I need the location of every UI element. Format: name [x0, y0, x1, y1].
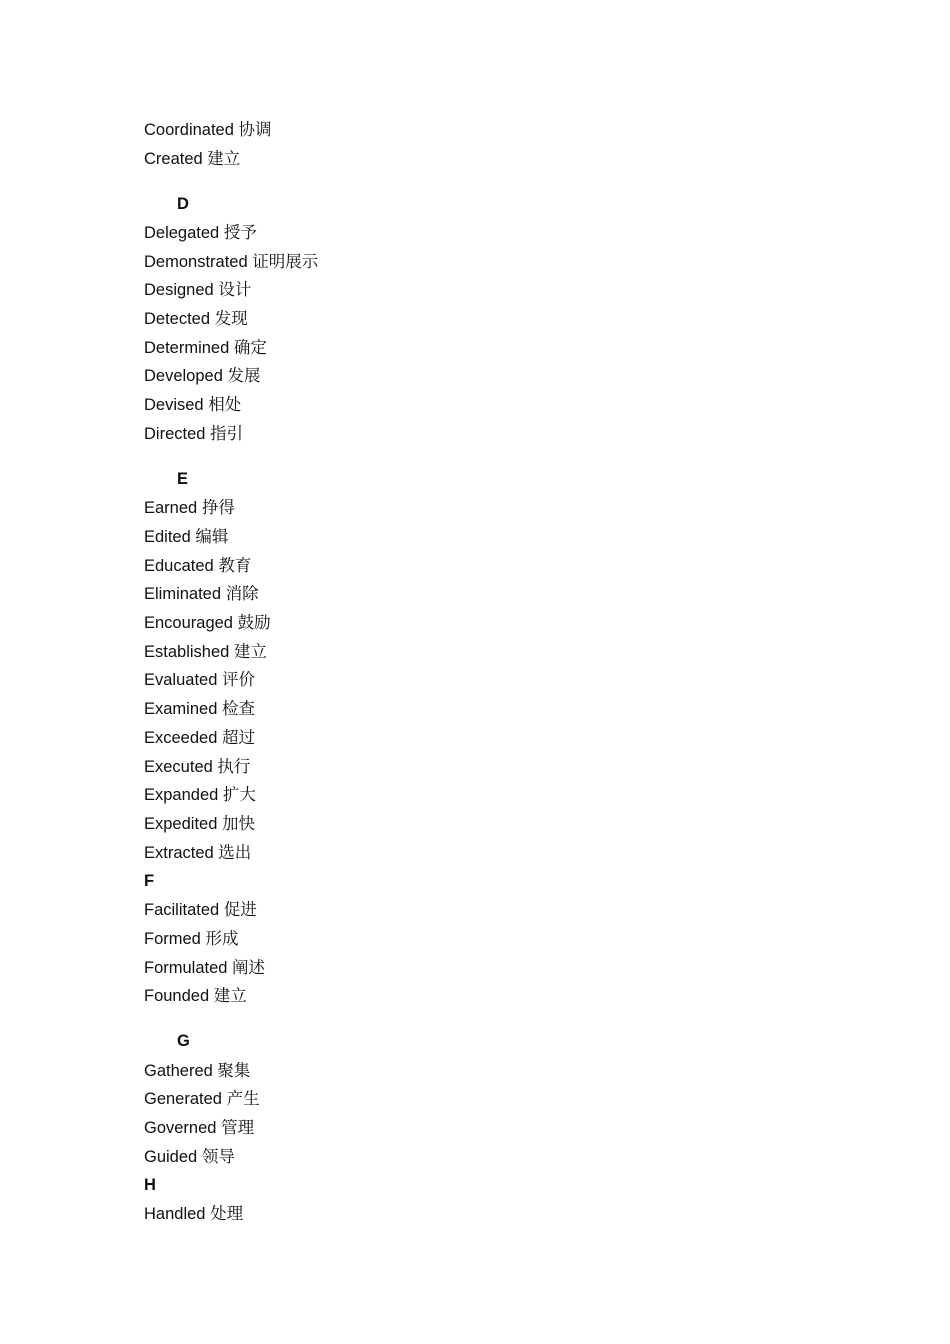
list-item	[144, 119, 272, 141]
chinese-translation: 发展	[227, 366, 261, 385]
list-item	[144, 1088, 260, 1110]
english-word: Extracted	[144, 844, 214, 862]
english-word: Gathered	[144, 1062, 213, 1080]
chinese-translation: 阐述	[232, 958, 266, 977]
english-word: Determined	[144, 339, 230, 357]
chinese-translation: 编辑	[195, 527, 229, 546]
english-word: Designed	[144, 281, 214, 299]
chinese-translation: 超过	[221, 728, 255, 747]
chinese-translation: 选出	[218, 843, 252, 862]
chinese-translation: 确定	[233, 338, 267, 357]
list-item	[144, 148, 240, 170]
list-item	[144, 555, 251, 577]
english-word: Founded	[144, 987, 210, 1005]
english-word: Generated	[144, 1090, 222, 1108]
list-item	[144, 669, 255, 691]
english-word: Expanded	[144, 786, 219, 804]
section-heading-e: E	[177, 470, 189, 488]
chinese-translation: 建立	[213, 986, 247, 1005]
list-item	[144, 813, 255, 835]
section-heading-g: G	[177, 1032, 190, 1050]
list-item	[144, 583, 259, 605]
chinese-translation: 处理	[210, 1204, 244, 1223]
chinese-translation: 促进	[223, 900, 257, 919]
english-word: Formed	[144, 930, 201, 948]
list-item	[144, 727, 255, 749]
english-word: Formulated	[144, 959, 228, 977]
list-item	[144, 1117, 254, 1139]
list-item	[144, 612, 271, 634]
chinese-translation: 设计	[218, 280, 252, 299]
english-word: Guided	[144, 1148, 198, 1166]
chinese-translation: 消除	[225, 584, 259, 603]
english-word: Eliminated	[144, 585, 222, 603]
chinese-translation: 授予	[223, 223, 257, 242]
list-item	[144, 423, 243, 445]
english-word: Delegated	[144, 224, 220, 242]
chinese-translation: 扩大	[222, 785, 256, 804]
chinese-translation: 评价	[221, 670, 255, 689]
chinese-translation: 形成	[205, 929, 239, 948]
section-heading-h: H	[144, 1176, 156, 1194]
chinese-translation: 建立	[233, 642, 267, 661]
chinese-translation: 证明展示	[252, 252, 319, 271]
list-item	[144, 985, 247, 1007]
list-item	[144, 698, 255, 720]
chinese-translation: 鼓励	[237, 613, 271, 632]
list-item	[144, 1146, 235, 1168]
list-item	[144, 784, 256, 806]
chinese-translation: 挣得	[201, 498, 235, 517]
list-item	[144, 899, 257, 921]
list-item	[144, 526, 228, 548]
chinese-translation: 产生	[226, 1089, 260, 1108]
list-item	[144, 337, 267, 359]
chinese-translation: 指引	[210, 424, 244, 443]
list-item	[144, 365, 260, 387]
english-word: Handled	[144, 1205, 206, 1223]
english-word: Created	[144, 150, 203, 168]
english-word: Examined	[144, 700, 218, 718]
section-heading-f: F	[144, 872, 155, 890]
english-word: Facilitated	[144, 901, 220, 919]
chinese-translation: 领导	[201, 1147, 235, 1166]
english-word: Earned	[144, 499, 198, 517]
chinese-translation: 管理	[221, 1118, 255, 1137]
chinese-translation: 教育	[218, 556, 252, 575]
english-word: Demonstrated	[144, 253, 248, 271]
english-word: Educated	[144, 557, 214, 575]
chinese-translation: 聚集	[217, 1061, 251, 1080]
english-word: Developed	[144, 367, 223, 385]
chinese-translation: 协调	[238, 120, 272, 139]
english-word: Evaluated	[144, 671, 218, 689]
list-item	[144, 756, 250, 778]
english-word: Governed	[144, 1119, 217, 1137]
list-item	[144, 1060, 250, 1082]
chinese-translation: 建立	[207, 149, 241, 168]
list-item	[144, 222, 257, 244]
section-heading-d: D	[177, 195, 189, 213]
english-word: Devised	[144, 396, 204, 414]
english-word: Executed	[144, 758, 213, 776]
english-word: Encouraged	[144, 614, 233, 632]
list-item	[144, 251, 318, 273]
list-item	[144, 308, 248, 330]
list-item	[144, 394, 241, 416]
list-item	[144, 928, 238, 950]
english-word: Detected	[144, 310, 211, 328]
english-word: Coordinated	[144, 121, 234, 139]
english-word: Exceeded	[144, 729, 218, 747]
chinese-translation: 相处	[208, 395, 242, 414]
english-word: Expedited	[144, 815, 218, 833]
list-item	[144, 957, 265, 979]
english-word: Edited	[144, 528, 191, 546]
chinese-translation: 执行	[217, 757, 251, 776]
list-item	[144, 842, 251, 864]
english-word: Established	[144, 643, 230, 661]
list-item	[144, 641, 267, 663]
list-item	[144, 279, 251, 301]
chinese-translation: 发现	[214, 309, 248, 328]
list-item	[144, 497, 235, 519]
chinese-translation: 检查	[221, 699, 255, 718]
english-word: Directed	[144, 425, 206, 443]
chinese-translation: 加快	[221, 814, 255, 833]
list-item	[144, 1203, 243, 1225]
